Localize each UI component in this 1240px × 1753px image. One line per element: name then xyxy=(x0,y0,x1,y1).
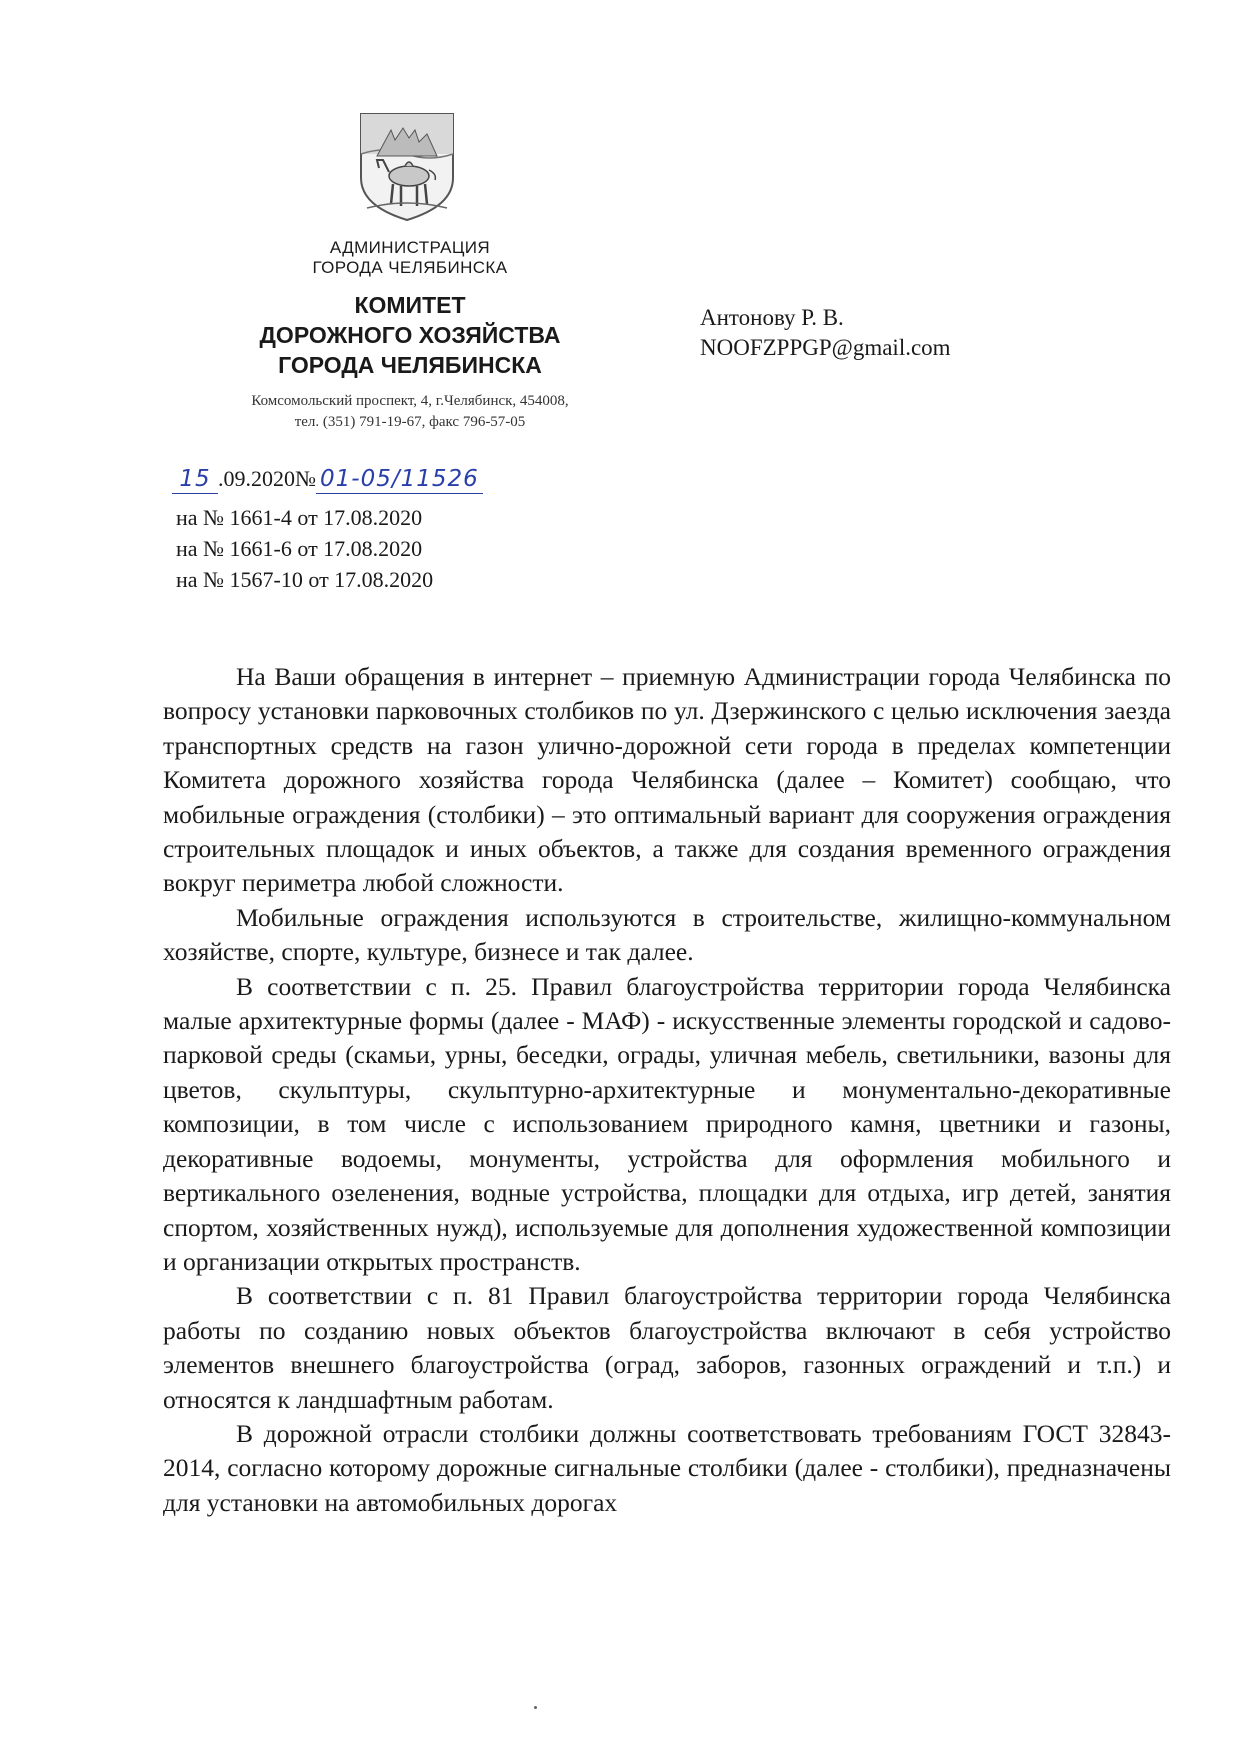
body-paragraph: В соответствии с п. 25. Правил благоустройства территории города Челябинска малые архитектурные формы (далее - МАФ) - искусственные элементы городской и садово-парковой среды (скамьи, урны, беседки, ограды, уличная мебель, светильники, вазоны для цветов, скульптуры, скульптурно-архитектурные и монументально-декоративные композиции, в том числе с использованием природного камня, цветники и газоны, декоративные водоемы, монументы, устройства для оформления мобильного и вертикального озеленения, водные устройства, площадки для отдыха, игр детей, занятия спортом, хозяйственных нужд), используемые для дополнения художественной композиции и организации открытых пространств. xyxy=(163,971,1171,1276)
scan-speck xyxy=(534,1706,537,1709)
admin-name-line2: ГОРОДА ЧЕЛЯБИНСКА xyxy=(312,258,508,277)
committee-name-line3: ГОРОДА ЧЕЛЯБИНСКА xyxy=(278,352,542,378)
registration-date: .09.2020№ xyxy=(218,466,316,491)
reference-line: на № 1661-6 от 17.08.2020 xyxy=(176,536,423,561)
registration-line xyxy=(172,465,483,494)
reference-line: на № 1661-4 от 17.08.2020 xyxy=(176,505,423,530)
registration-day: 15 xyxy=(179,466,211,492)
letter-body xyxy=(163,660,1171,1520)
coat-of-arms-emblem xyxy=(357,108,457,224)
body-paragraph: Мобильные ограждения используются в строительстве, жилищно-коммунальном хозяйстве, спорте, культуре, бизнесе и так далее. xyxy=(163,902,1171,967)
admin-name-line1: АДМИНИСТРАЦИЯ xyxy=(329,238,491,257)
recipient-block xyxy=(700,303,951,363)
recipient-email: NOOFZPPGP@gmail.com xyxy=(700,335,951,360)
body-paragraph: В соответствии с п. 81 Правил благоустройства территории города Челябинска работы по созданию новых объектов благоустройства включают в себя устройство элементов внешнего благоустройства (оград, заборов, газонных ограждений и т.п.) и относятся к ландшафтным работам. xyxy=(163,1281,1171,1414)
registration-number: 01-05/11526 xyxy=(320,466,479,492)
committee-name-line1: КОМИТЕТ xyxy=(354,292,466,318)
address-line1: Комсомольский проспект, 4, г.Челябинск, 454008, xyxy=(251,393,569,409)
body-paragraph: На Ваши обращения в интернет – приемную Администрации города Челябинска по вопросу установки парковочных столбиков по ул. Дзержинского с целью исключения заезда транспортных средств на газон улично-дорожной сети города в пределах компетенции Комитета дорожного хозяйства города Челябинска (далее – Комитет) сообщаю, что мобильные ограждения (столбики) – это оптимальный вариант для сооружения ограждения строительных площадок и иных объектов, а также для создания временного ограждения вокруг периметра любой сложности. xyxy=(163,662,1171,898)
body-paragraph: В дорожной отрасли столбики должны соответствовать требованиям ГОСТ 32843-2014, согласно которому дорожные сигнальные столбики (далее - столбики), предназначены для установки на автомобильных дорогах xyxy=(163,1418,1171,1517)
recipient-name: Антонову Р. В. xyxy=(700,305,844,330)
committee-name-line2: ДОРОЖНОГО ХОЗЯЙСТВА xyxy=(259,322,561,348)
reference-line: на № 1567-10 от 17.08.2020 xyxy=(176,567,434,592)
address-line2: тел. (351) 791-19-67, факс 796-57-05 xyxy=(294,414,526,430)
